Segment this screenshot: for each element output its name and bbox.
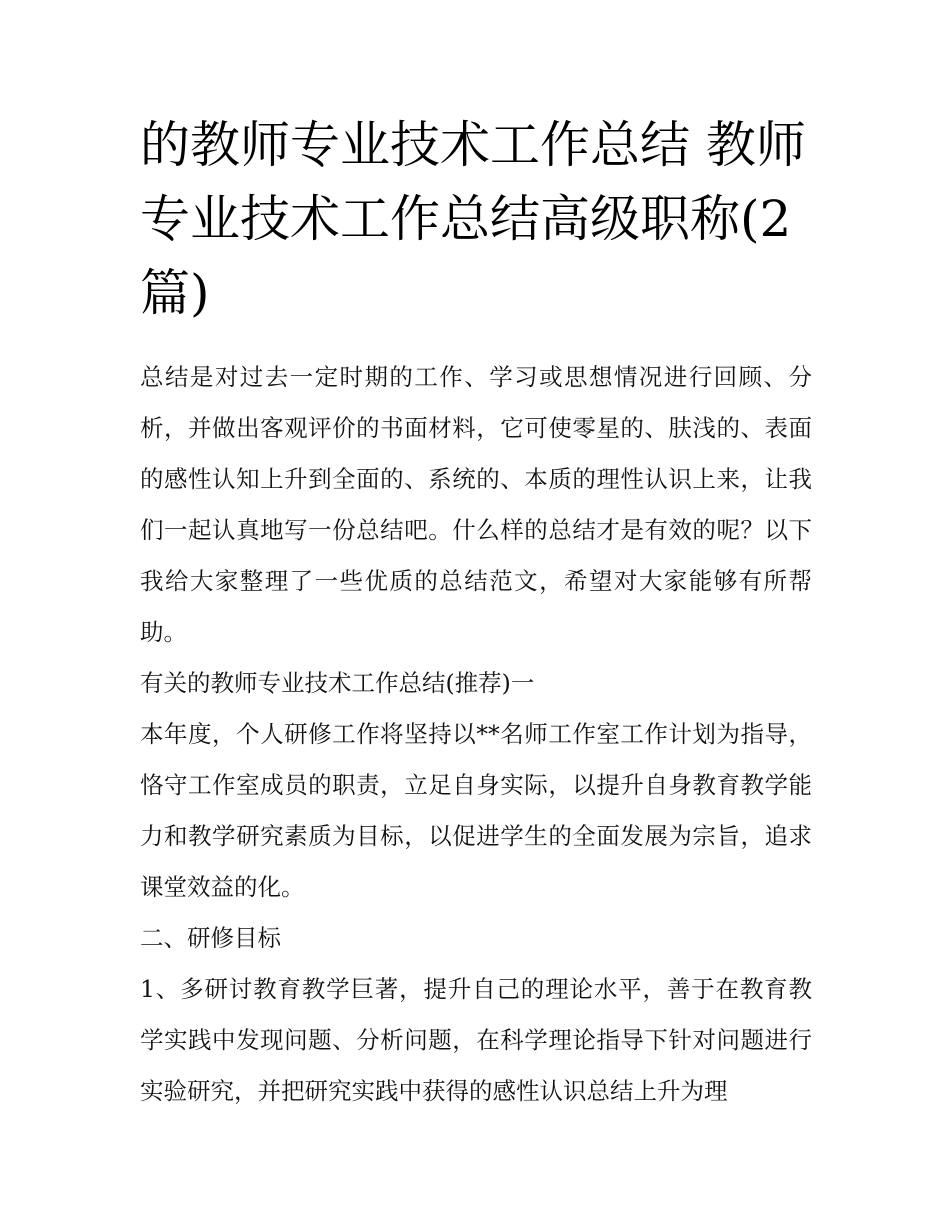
subheading-research-goals: 二、研修目标 <box>140 924 281 952</box>
document-body <box>140 352 812 1117</box>
section-heading: 有关的教师专业技术工作总结(推荐)一 <box>140 669 535 697</box>
document-title: 的教师专业技术工作总结 教师专业技术工作总结高级职称(2篇) <box>140 116 806 322</box>
intro-paragraph: 总结是对过去一定时期的工作、学习或思想情况进行回顾、分析，并做出客观评价的书面材料，它可使零星的、肤浅的、表面的感性认知上升到全面的、系统的、本质的理性认识上来，让我们一起认真地写一份总结吧。什么样的总结才是有效的呢？以下我给大家整理了一些优质的总结范文，希望对大家能够有所帮助。 <box>140 363 812 646</box>
paragraph-2: 1、多研讨教育教学巨著，提升自己的理论水平，善于在教育教学实践中发现问题、分析问题，在科学理论指导下针对问题进行实验研究，并把研究实践中获得的感性认识总结上升为理 <box>140 975 812 1105</box>
document-page <box>140 108 812 1117</box>
paragraph-1: 本年度，个人研修工作将坚持以**名师工作室工作计划为指导，恪守工作室成员的职责，立足自身实际，以提升自身教育教学能力和教学研究素质为目标，以促进学生的全面发展为宗旨，追求课堂效益的化。 <box>140 720 812 901</box>
